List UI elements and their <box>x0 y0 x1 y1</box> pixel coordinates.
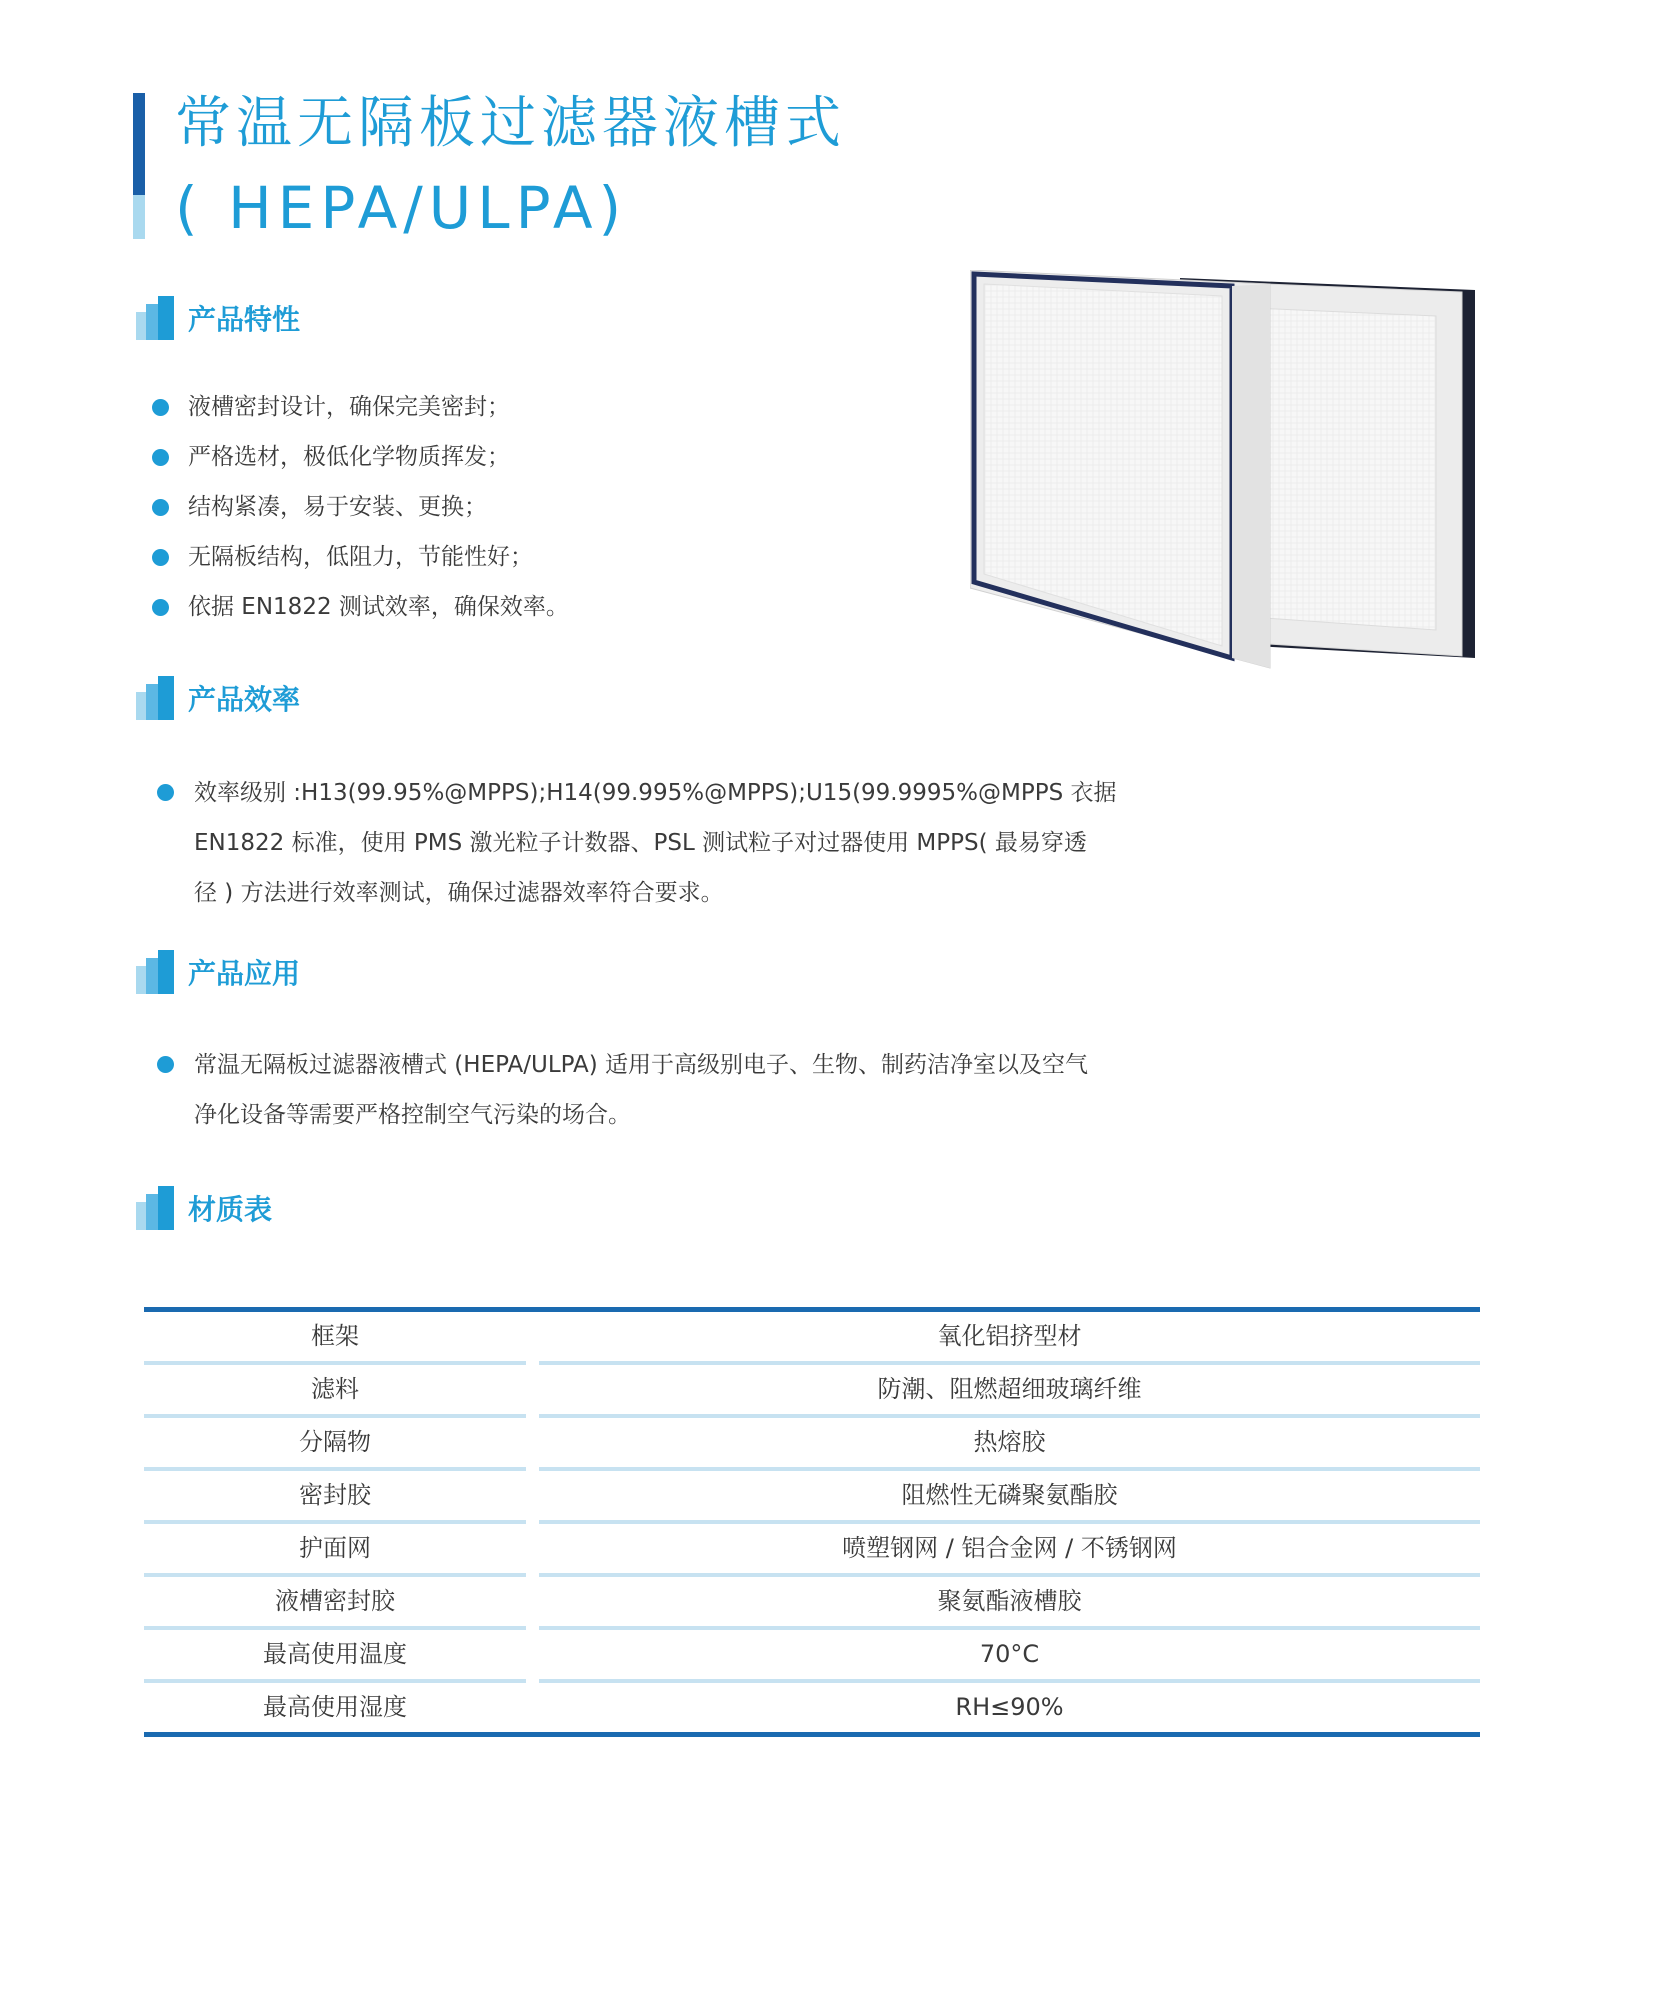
materials-table <box>144 1307 1480 1737</box>
material-part: 液槽密封胶 <box>275 1587 395 1615</box>
list-item: 液槽密封设计，确保完美密封； <box>152 382 569 432</box>
bullet-dot-icon <box>152 499 169 516</box>
application-paragraph: 常温无隔板过滤器液槽式 (HEPA/ULPA) 适用于高级别电子、生物、制药洁净室以及空气 净化设备等需要严格控制空气污染的场合。 <box>194 1040 1088 1140</box>
list-item: 依据 EN1822 测试效率，确保效率。 <box>152 582 569 632</box>
section-bars-icon <box>136 296 176 340</box>
material-spec: 喷塑钢网 / 铝合金网 / 不锈钢网 <box>842 1534 1177 1562</box>
title-accent-bar <box>133 93 145 239</box>
material-spec: 热熔胶 <box>973 1428 1046 1456</box>
section-bars-icon <box>136 676 176 720</box>
section-bars-icon <box>136 1186 176 1230</box>
material-spec: 70°C <box>979 1640 1040 1668</box>
section-title: 产品特性 <box>188 303 301 336</box>
table-row <box>144 1471 1480 1524</box>
material-spec: 聚氨酯液槽胶 <box>937 1587 1082 1615</box>
list-item: 严格选材，极低化学物质挥发； <box>152 432 569 482</box>
table-row <box>144 1524 1480 1577</box>
filter-product-photo <box>970 270 1490 680</box>
section-bars-icon <box>136 950 176 994</box>
bullet-dot-icon <box>157 784 174 801</box>
material-spec: 氧化铝挤型材 <box>937 1322 1082 1350</box>
features-list <box>152 382 569 632</box>
table-row <box>144 1365 1480 1418</box>
bullet-dot-icon <box>157 1056 174 1073</box>
material-part: 最高使用湿度 <box>263 1693 407 1721</box>
material-part: 框架 <box>311 1322 359 1350</box>
section-title: 产品效率 <box>188 683 301 716</box>
list-item: 结构紧凑，易于安装、更换； <box>152 482 569 532</box>
material-spec: RH≤90% <box>955 1693 1064 1721</box>
section-title: 材质表 <box>188 1193 273 1226</box>
table-row <box>144 1577 1480 1630</box>
table-row <box>144 1630 1480 1683</box>
section-title: 产品应用 <box>188 957 301 990</box>
page-title: 常温无隔板过滤器液槽式 <box>175 91 846 156</box>
material-part: 滤料 <box>311 1375 359 1403</box>
bullet-dot-icon <box>152 599 169 616</box>
material-part: 分隔物 <box>299 1428 371 1456</box>
page-subtitle: ( HEPA/ULPA) <box>175 174 628 242</box>
material-part: 最高使用温度 <box>263 1640 407 1668</box>
material-part: 护面网 <box>299 1534 371 1562</box>
material-spec: 防潮、阻燃超细玻璃纤维 <box>877 1375 1142 1403</box>
list-item: 无隔板结构，低阻力，节能性好； <box>152 532 569 582</box>
material-spec: 阻燃性无磷聚氨酯胶 <box>901 1481 1118 1509</box>
material-part: 密封胶 <box>299 1481 371 1509</box>
table-row <box>144 1418 1480 1471</box>
bullet-dot-icon <box>152 399 169 416</box>
table-row <box>144 1312 1480 1365</box>
bullet-dot-icon <box>152 449 169 466</box>
efficiency-paragraph: 效率级别 :H13(99.95%@MPPS);H14(99.995%@MPPS);U15(99.9995%@MPPS 衣据 EN1822 标准，使用 PMS 激光粒子计数器、PSL 测试粒子对过器使用 MPPS( 最易穿透 径 ) 方法进行效率测试，确保过滤器效率符合要求。 <box>194 768 1117 918</box>
bullet-dot-icon <box>152 549 169 566</box>
table-row <box>144 1683 1480 1732</box>
table-bottom-rule <box>144 1732 1480 1737</box>
